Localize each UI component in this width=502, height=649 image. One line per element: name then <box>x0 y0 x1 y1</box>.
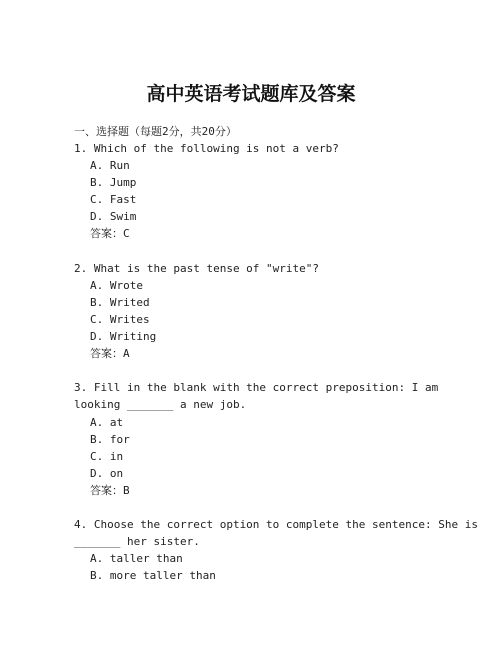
question-3-stem-line-2: looking _______ a new job. <box>74 398 247 411</box>
question-4-option-a: A. taller than <box>90 552 183 565</box>
question-4-stem-line-2: _______ her sister. <box>74 535 200 548</box>
question-2-answer: 答案：A <box>90 347 130 360</box>
question-3-option-a: A. at <box>90 416 124 429</box>
question-4-option-b: B. more taller than <box>90 569 216 582</box>
question-3-option-d: D. on <box>90 467 124 480</box>
question-2-option-d: D. Writing <box>90 330 157 343</box>
question-2-stem: 2. What is the past tense of "write"? <box>74 262 320 275</box>
question-1-option-d: D. Swim <box>90 210 137 223</box>
question-1-stem: 1. Which of the following is not a verb? <box>74 142 339 155</box>
question-2-option-b: B. Writed <box>90 296 150 309</box>
document-title: 高中英语考试题库及答案 <box>146 83 356 105</box>
question-3-stem-line-1: 3. Fill in the blank with the correct preposition: I am <box>74 381 439 394</box>
question-2-option-c: C. Writes <box>90 313 150 326</box>
question-1-option-a: A. Run <box>90 159 130 172</box>
question-1-option-b: B. Jump <box>90 176 137 189</box>
section-heading: 一、选择题（每题2分，共20分） <box>74 125 237 138</box>
question-3-answer: 答案：B <box>90 484 130 497</box>
question-2-option-a: A. Wrote <box>90 279 143 292</box>
question-3-option-c: C. in <box>90 450 124 463</box>
question-4-stem-line-1: 4. Choose the correct option to complete the sentence: She is <box>74 518 478 531</box>
question-3-option-b: B. for <box>90 433 130 446</box>
question-1-answer: 答案：C <box>90 227 130 240</box>
question-1-option-c: C. Fast <box>90 193 137 206</box>
